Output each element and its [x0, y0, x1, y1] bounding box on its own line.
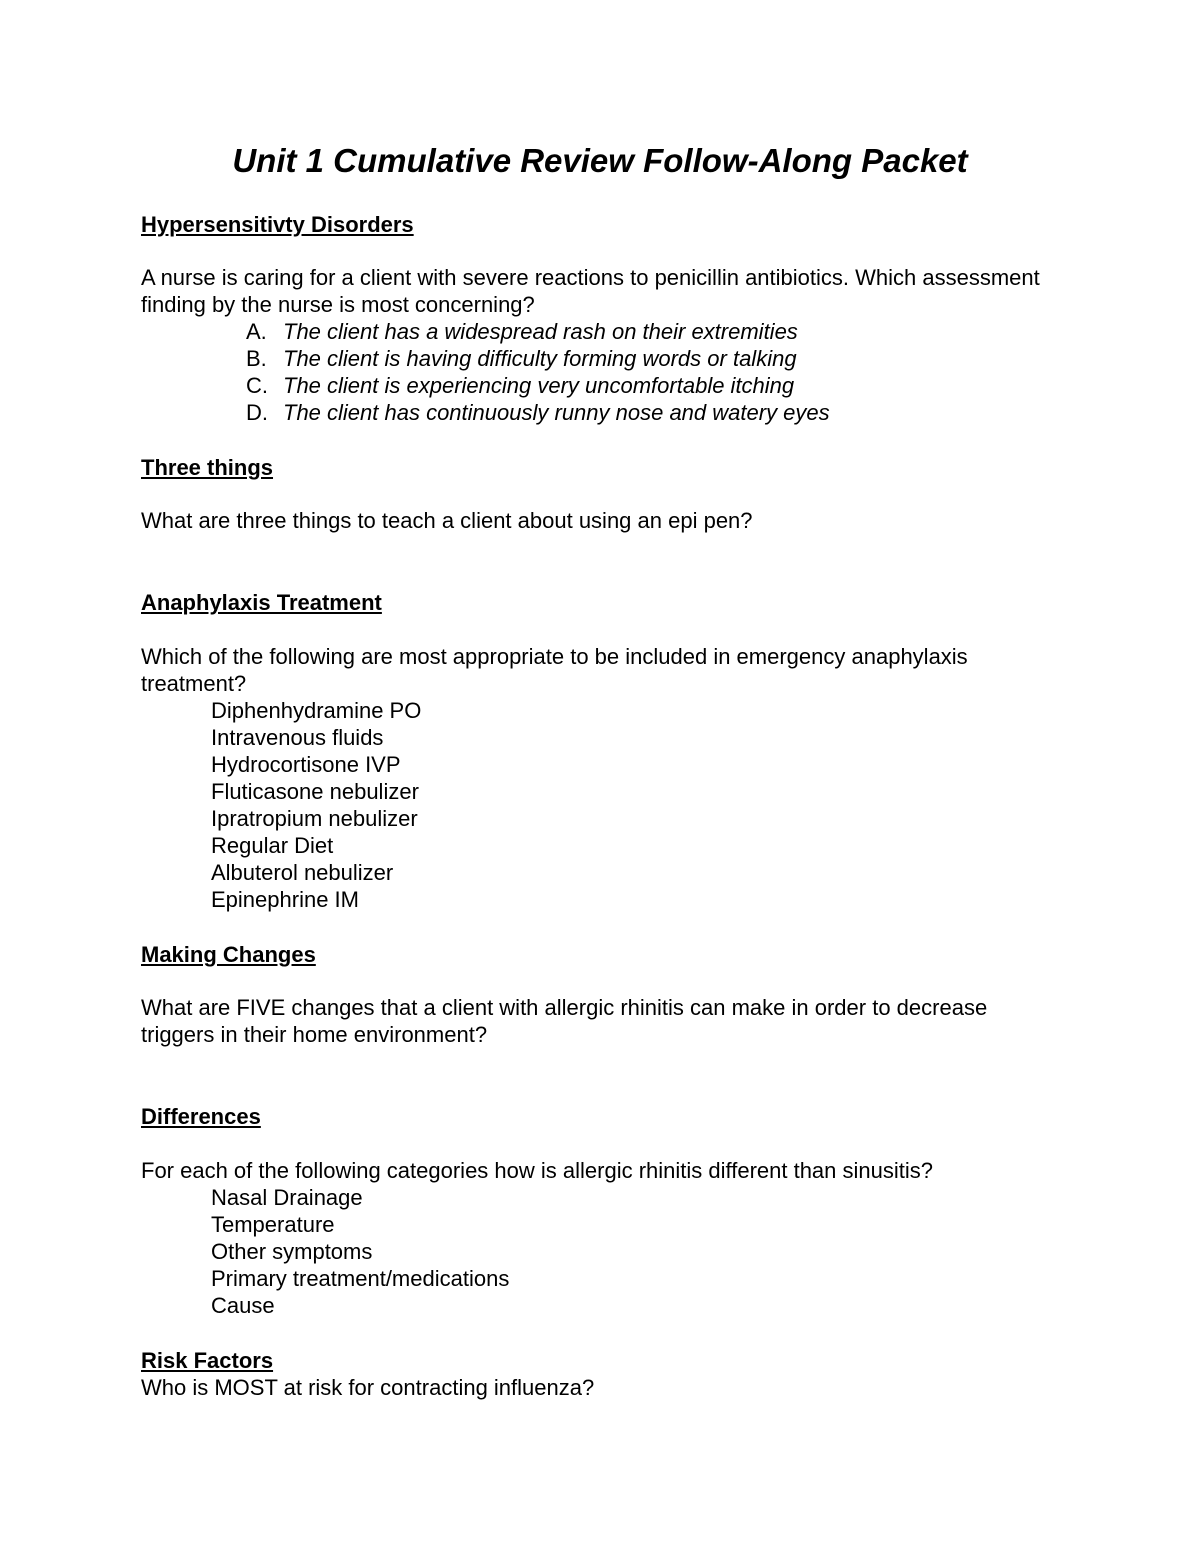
section-heading-differences: Differences — [141, 1104, 261, 1129]
section-heading-hypersensitivity: Hypersensitivty Disorders — [141, 212, 414, 237]
list-item: Diphenhydramine PO — [211, 698, 422, 723]
list-item: Cause — [211, 1293, 275, 1318]
option-letter: C. — [246, 373, 268, 398]
list-item: Nasal Drainage — [211, 1185, 363, 1210]
option-text: The client is having difficulty forming words or talking — [283, 346, 797, 371]
option-text: The client has continuously runny nose and watery eyes — [283, 400, 830, 425]
list-item: Fluticasone nebulizer — [211, 779, 419, 804]
section-heading-making-changes: Making Changes — [141, 942, 316, 967]
option-letter: B. — [246, 346, 267, 371]
option-text: The client is experiencing very uncomfortable itching — [283, 373, 795, 398]
treatment-list — [211, 697, 421, 913]
question-differences: For each of the following categories how is allergic rhinitis different than sinusitis? — [141, 1158, 933, 1183]
answer-option — [246, 345, 830, 372]
answer-option — [246, 399, 830, 426]
answer-option — [246, 318, 830, 345]
list-item: Epinephrine IM — [211, 887, 359, 912]
list-item: Temperature — [211, 1212, 335, 1237]
question-anaphylaxis: Which of the following are most appropriate to be included in emergency anaphylaxis treatment? — [141, 644, 968, 696]
answer-options — [246, 318, 830, 426]
section-heading-risk-factors: Risk Factors — [141, 1348, 274, 1373]
list-item: Ipratropium nebulizer — [211, 806, 418, 831]
list-item: Regular Diet — [211, 833, 334, 858]
question-making-changes: What are FIVE changes that a client with allergic rhinitis can make in order to decrease triggers in their home environment? — [141, 995, 988, 1047]
option-text: The client has a widespread rash on their extremities — [283, 319, 798, 344]
question-hypersensitivity: A nurse is caring for a client with severe reactions to penicillin antibiotics. Which assessment finding by the nurse is most concerning? — [141, 265, 1040, 317]
list-item: Other symptoms — [211, 1239, 373, 1264]
list-item: Hydrocortisone IVP — [211, 752, 401, 777]
categories-list — [211, 1184, 509, 1319]
option-letter: A. — [246, 319, 267, 344]
question-risk-factors: Who is MOST at risk for contracting influenza? — [141, 1375, 595, 1400]
answer-option — [246, 372, 830, 399]
list-item: Albuterol nebulizer — [211, 860, 394, 885]
list-item: Intravenous fluids — [211, 725, 384, 750]
option-letter: D. — [246, 400, 268, 425]
question-three-things: What are three things to teach a client about using an epi pen? — [141, 508, 753, 533]
section-heading-three-things: Three things — [141, 455, 274, 480]
section-heading-anaphylaxis: Anaphylaxis Treatment — [141, 590, 382, 615]
page-title: Unit 1 Cumulative Review Follow-Along Packet — [232, 142, 968, 179]
list-item: Primary treatment/medications — [211, 1266, 510, 1291]
